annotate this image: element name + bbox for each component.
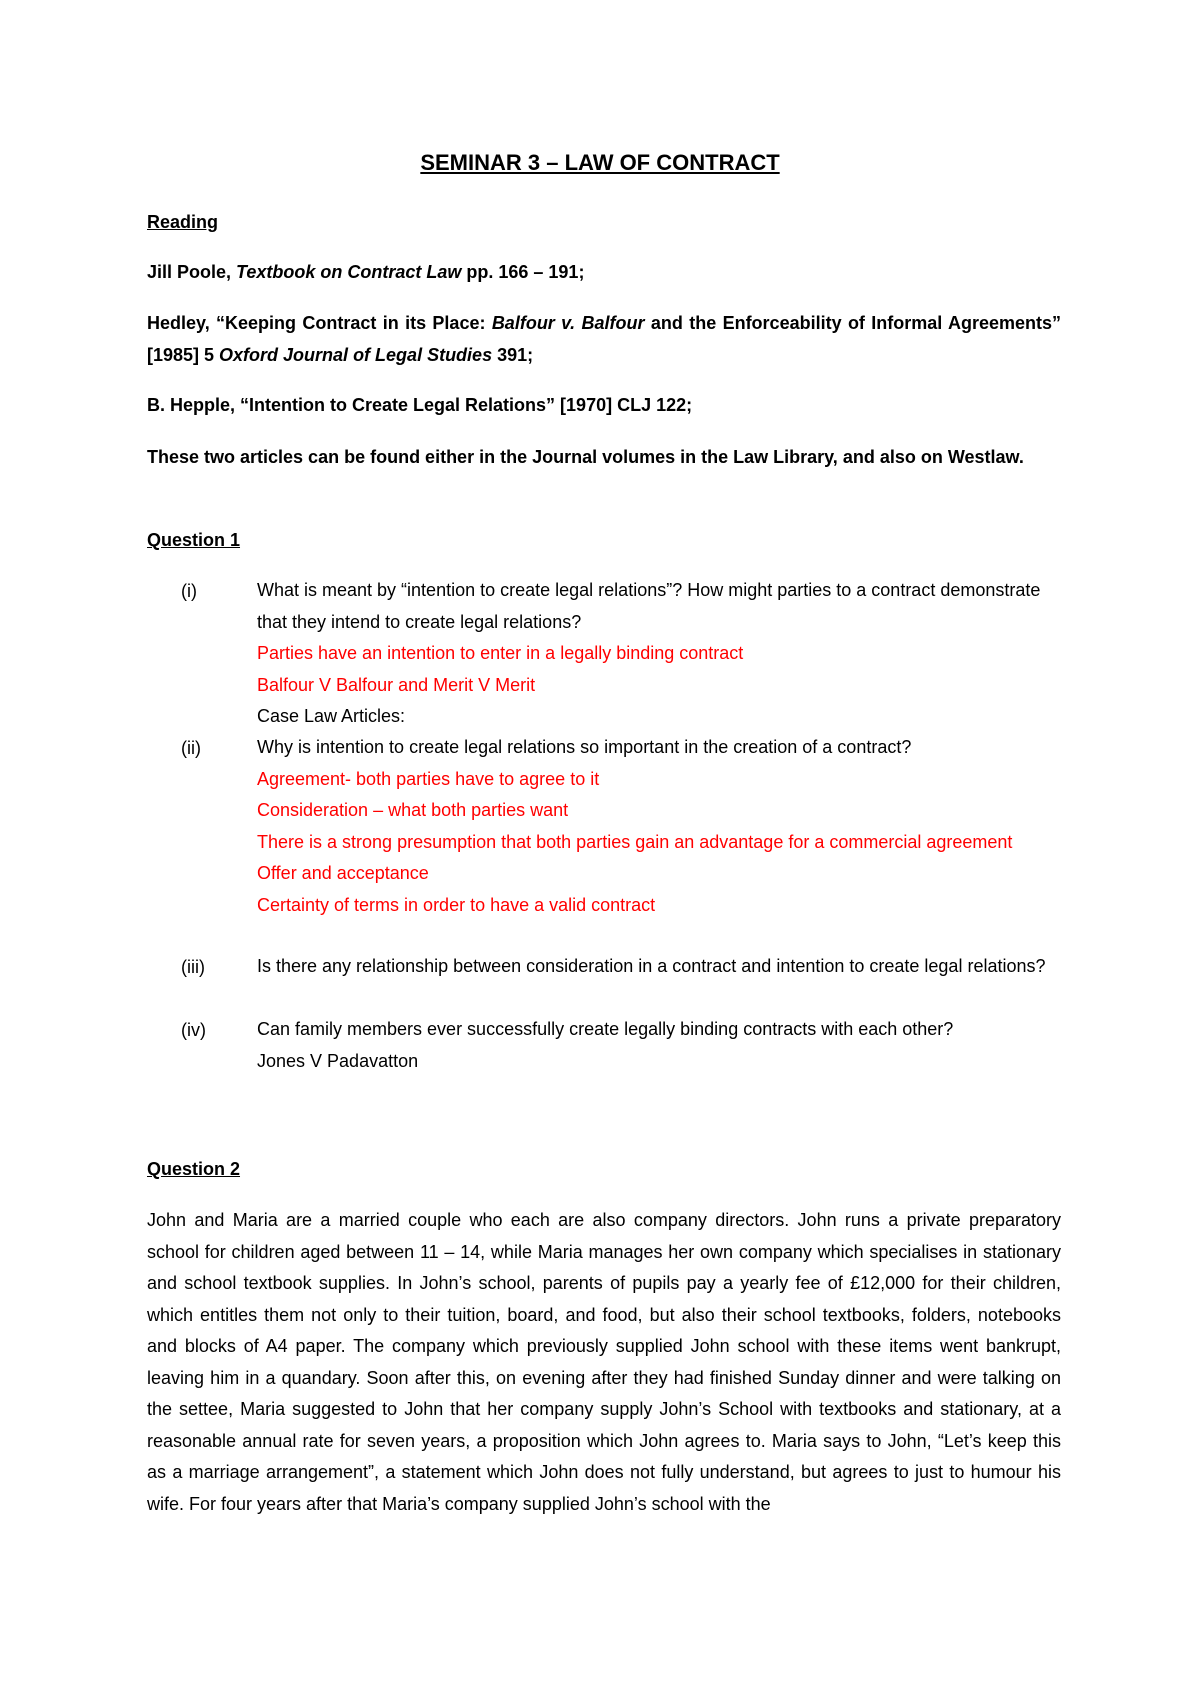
question-text: What is meant by “intention to create legal relations”? How might parties to a contract demonstrate that they intend to create legal relations? bbox=[257, 580, 1041, 632]
answer-line: Balfour V Balfour and Merit V Merit bbox=[257, 674, 536, 695]
reading-heading: Reading bbox=[147, 212, 219, 232]
question2-scenario: John and Maria are a married couple who each are also company directors. John runs a private preparatory school for children aged between 11 – 14, while Maria manages her own company which specialises in stationary and school textbook supplies. In John’s school, parents of pupils pay a yearly fee of £12,000 for their children, which entitles them not only to their tuition, board, and food, but also their school textbooks, folders, notebooks and blocks of A4 paper. The company which previously supplied John school with these items went bankrupt, leaving him in a quandary. Soon after this, on evening after they had finished Sunday dinner and were talking on the settee, Maria suggested to John that her company supply John’s School with textbooks and stationary, at a reasonable annual rate for seven years, a proposition which John agrees to. Maria says to John, “Let’s keep this as a marriage arrangement”, a statement which John does not fully understand, but agrees to just to humour his wife. For four years after that Maria’s company supplied John’s school with the bbox=[147, 1210, 1061, 1514]
question-1-iv bbox=[257, 1014, 1061, 1077]
question-number: (iii) bbox=[181, 957, 205, 977]
note-line: Case Law Articles: bbox=[257, 706, 406, 726]
question-1-ii bbox=[257, 732, 1061, 921]
answer-line: Consideration – what both parties want bbox=[257, 800, 569, 820]
question-number: (i) bbox=[181, 581, 197, 601]
answer-line: Agreement- both parties have to agree to it bbox=[257, 768, 600, 789]
question-number: (iv) bbox=[181, 1020, 206, 1040]
answer-line: Offer and acceptance bbox=[257, 863, 429, 883]
question2-heading: Question 2 bbox=[147, 1159, 241, 1179]
reading-note: These two articles can be found either in the Journal volumes in the Law Library, and also on Westlaw. bbox=[147, 447, 1024, 467]
question-text: Is there any relationship between consideration in a contract and intention to create legal relations? bbox=[257, 956, 1046, 976]
question-1-iii bbox=[257, 951, 1061, 983]
reading-item-poole: Jill Poole, Textbook on Contract Law pp. 166 – 191; bbox=[147, 262, 585, 282]
note-line: Jones V Padavatton bbox=[257, 1050, 419, 1071]
answer-line: Parties have an intention to enter in a legally binding contract bbox=[257, 643, 744, 663]
question-text: Can family members ever successfully create legally binding contracts with each other? bbox=[257, 1019, 954, 1039]
question1-heading: Question 1 bbox=[147, 530, 241, 550]
question-text: Why is intention to create legal relations so important in the creation of a contract? bbox=[257, 737, 912, 757]
reading-item-hepple: B. Hepple, “Intention to Create Legal Relations” [1970] CLJ 122; bbox=[147, 395, 693, 415]
reading-item-hedley: Hedley, “Keeping Contract in its Place: Balfour v. Balfour and the Enforceability of Informal Agreements” [1985] 5 Oxford Journal of Legal Studies 391; bbox=[147, 313, 1061, 365]
question-number: (ii) bbox=[181, 738, 201, 758]
answer-line: Certainty of terms in order to have a valid contract bbox=[257, 894, 656, 915]
question-1-i bbox=[257, 575, 1061, 733]
answer-line: There is a strong presumption that both parties gain an advantage for a commercial agreement bbox=[257, 831, 1013, 852]
page-title: SEMINAR 3 – LAW OF CONTRACT bbox=[420, 150, 780, 175]
